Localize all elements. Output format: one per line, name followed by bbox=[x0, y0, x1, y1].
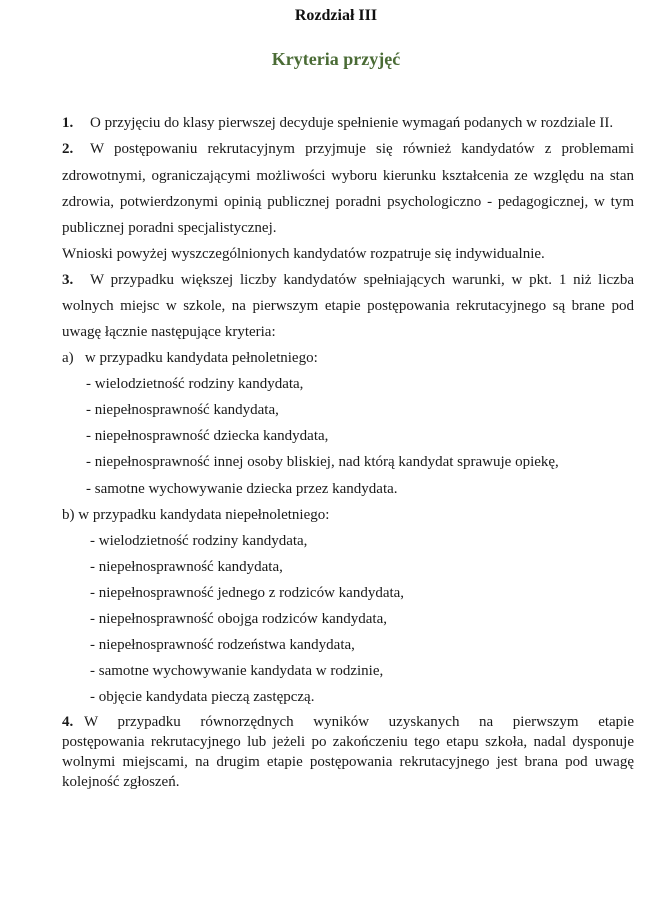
section-4-line-4: kolejność zgłoszeń. bbox=[62, 774, 180, 790]
criteria-a-item: - niepełnosprawność dziecka kandydata, bbox=[86, 428, 329, 444]
section-2-line-2: zdrowotnymi, ograniczającymi możliwości wyboru kierunku kształcenia ze względu na stan bbox=[62, 168, 634, 184]
criteria-b-item: - objęcie kandydata pieczą zastępczą. bbox=[90, 689, 315, 705]
section-number: 2. bbox=[62, 141, 74, 157]
section-2-line-1: 2. W postępowaniu rekrutacyjnym przyjmuje się również kandydatów z problemami bbox=[62, 141, 634, 157]
criteria-b-item: - niepełnosprawność rodzeństwa kandydata, bbox=[90, 637, 355, 653]
criteria-b-item: - niepełnosprawność obojga rodziców kandydata, bbox=[90, 611, 387, 627]
section-2-line-3: zdrowia, potwierdzonymi opinią publicznej poradni psychologiczno - pedagogicznej, w tym bbox=[62, 194, 634, 210]
section-number: 3. bbox=[62, 272, 74, 288]
section-4-line-2: postępowania rekrutacyjnego lub jeżeli po zakończeniu tego etapu szkoła, nadal dysponuje bbox=[62, 734, 634, 750]
section-number: 4. bbox=[62, 714, 74, 730]
section-1 bbox=[62, 113, 613, 133]
criteria-a-item: - wielodzietność rodziny kandydata, bbox=[86, 376, 304, 392]
criteria-a-label: a) w przypadku kandydata pełnoletniego: bbox=[62, 350, 318, 366]
section-2-line-4: publicznej poradni specjalistycznej. bbox=[62, 220, 277, 236]
page-title: Kryteria przyjęć bbox=[271, 49, 401, 69]
section-text: O przyjęciu do klasy pierwszej decyduje spełnienie wymagań podanych w rozdziale II. bbox=[90, 115, 614, 131]
section-number: 1. bbox=[62, 115, 74, 131]
criteria-b-item: - niepełnosprawność jednego z rodziców kandydata, bbox=[90, 585, 405, 601]
criteria-a-item: - niepełnosprawność innej osoby bliskiej, nad którą kandydat sprawuje opiekę, bbox=[86, 454, 559, 470]
criteria-b-item: - niepełnosprawność kandydata, bbox=[90, 559, 283, 575]
section-2-note: Wnioski powyżej wyszczególnionych kandydatów rozpatruje się indywidualnie. bbox=[62, 246, 545, 262]
criteria-b-label: b) w przypadku kandydata niepełnoletniego: bbox=[62, 507, 330, 523]
section-4-line-3: wolnymi miejscami, na drugim etapie postępowania rekrutacyjnego jest brana pod uwagę bbox=[62, 754, 634, 770]
section-3-line-2: wolnych miejsc w szkole, na pierwszym etapie postępowania rekrutacyjnego są brane pod bbox=[62, 298, 634, 314]
section-3-line-3: uwagę łącznie następujące kryteria: bbox=[62, 324, 276, 340]
criteria-a-item: - samotne wychowywanie dziecka przez kandydata. bbox=[86, 481, 398, 497]
criteria-a-item: - niepełnosprawność kandydata, bbox=[86, 402, 279, 418]
section-3-line-1: 3. W przypadku większej liczby kandydatów spełniających warunki, w pkt. 1 niż liczba bbox=[62, 272, 634, 288]
chapter-heading: Rozdział III bbox=[294, 7, 378, 24]
section-4-line-1: 4. W przypadku równorzędnych wyników uzyskanych na pierwszym etapie bbox=[62, 714, 634, 730]
criteria-b-item: - wielodzietność rodziny kandydata, bbox=[90, 533, 308, 549]
criteria-b-item: - samotne wychowywanie kandydata w rodzinie, bbox=[90, 663, 384, 679]
